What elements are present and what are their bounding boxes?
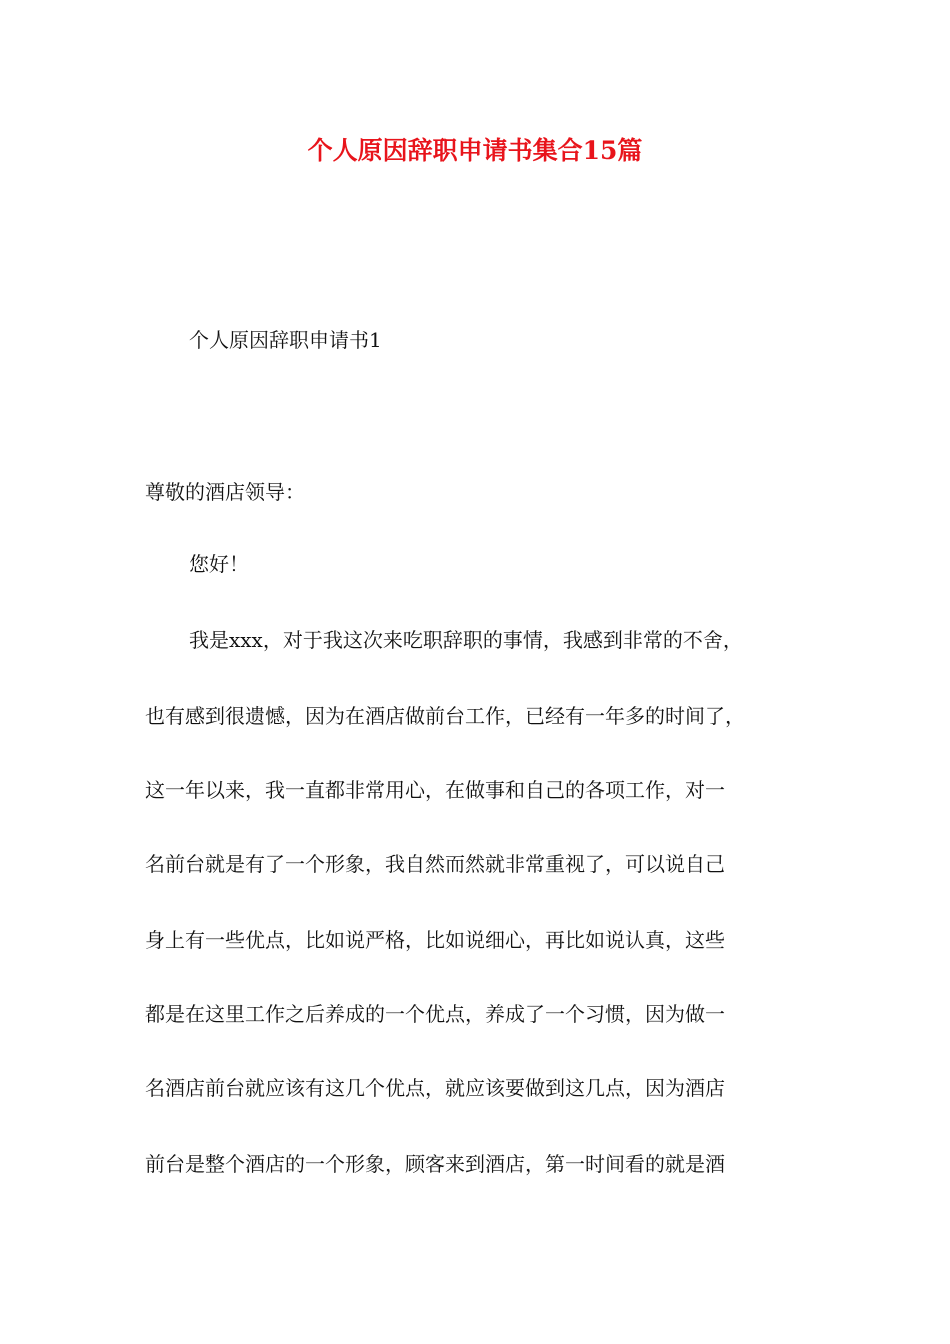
body-line: 也有感到很遗憾，因为在酒店做前台工作，已经有一年多的时间了， bbox=[145, 704, 745, 728]
body-line: 我是xxx，对于我这次来吃职辞职的事情，我感到非常的不舍， bbox=[189, 628, 743, 652]
body-line: 前台是整个酒店的一个形象，顾客来到酒店，第一时间看的就是酒 bbox=[145, 1152, 725, 1176]
section-heading: 个人原因辞职申请书1 bbox=[189, 328, 382, 352]
salutation: 尊敬的酒店领导： bbox=[145, 480, 305, 504]
greeting: 您好！ bbox=[189, 552, 249, 576]
body-line: 名前台就是有了一个形象，我自然而然就非常重视了，可以说自己 bbox=[145, 852, 725, 876]
body-line: 名酒店前台就应该有这几个优点，就应该要做到这几点，因为酒店 bbox=[145, 1076, 725, 1100]
body-line: 身上有一些优点，比如说严格，比如说细心，再比如说认真，这些 bbox=[145, 928, 725, 952]
body-line: 都是在这里工作之后养成的一个优点，养成了一个习惯，因为做一 bbox=[145, 1002, 725, 1026]
document-title: 个人原因辞职申请书集合15篇 bbox=[307, 136, 643, 165]
body-line: 这一年以来，我一直都非常用心，在做事和自己的各项工作，对一 bbox=[145, 778, 725, 802]
